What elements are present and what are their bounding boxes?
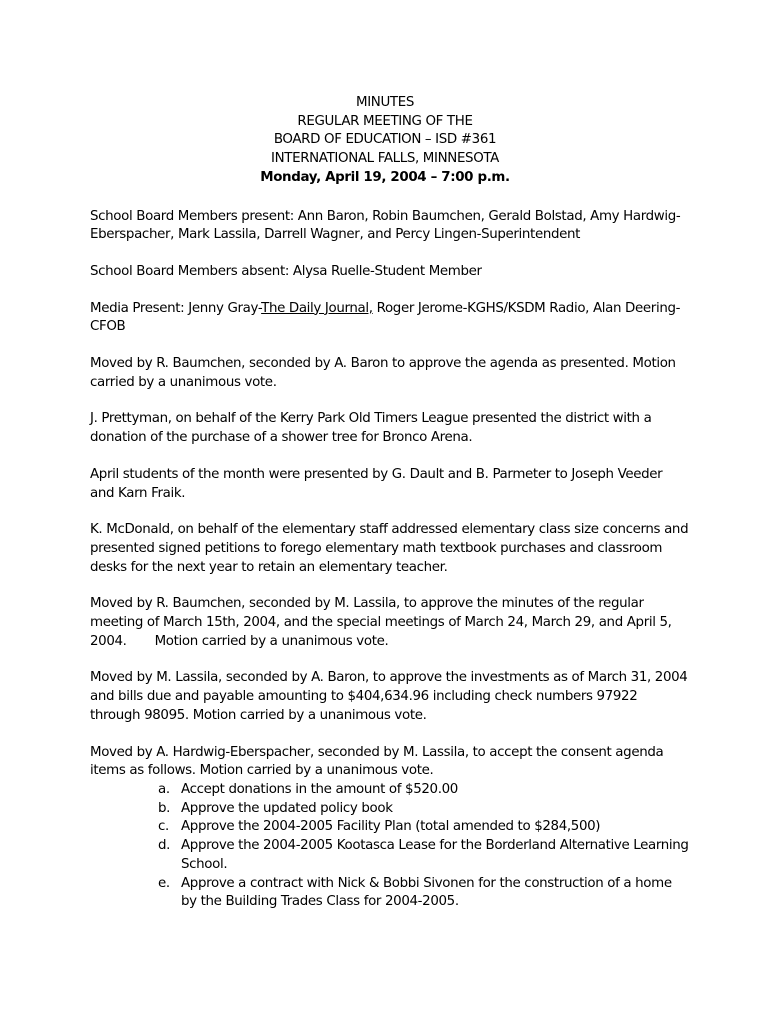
list-item-text: Approve a contract with Nick & Bobbi Sivonen for the construction of a home by the Building Trades Class for 2004-2005. (181, 875, 672, 910)
media-suffix: Roger Jerome-KGHS/KSDM Radio, Alan Deering-CFOB (90, 300, 681, 335)
header-location: INTERNATIONAL FALLS, MINNESOTA (270, 151, 499, 167)
consent-intro: Moved by A. Hardwig-Eberspacher, seconded by M. Lassila, to accept the consent agenda items as follows. Motion carried by a unanimous vote. (90, 744, 664, 779)
minutes-motion (90, 595, 690, 651)
list-marker: a. (158, 781, 170, 797)
media-publication: The Daily Journal, (261, 300, 373, 316)
list-item (90, 837, 690, 874)
list-item-text: Approve the 2004-2005 Kootasca Lease for the Borderland Alternative Learning School. (181, 838, 689, 872)
members-present: School Board Members present: Ann Baron, Robin Baumchen, Gerald Bolstad, Amy Hardwig-Eberspacher, Mark Lassila, Darrell Wagner, and Percy Lingen-Superintendent (90, 208, 681, 243)
minutes-motion-result: Motion carried by a unanimous vote. (154, 633, 389, 649)
list-item (90, 875, 690, 912)
members-absent: School Board Members absent: Alysa Ruelle-Student Member (90, 263, 482, 279)
header-meeting-type: REGULAR MEETING OF THE (297, 113, 473, 129)
document-page (90, 94, 690, 912)
consent-items-list (90, 781, 690, 912)
mcdonald-statement: K. McDonald, on behalf of the elementary staff addressed elementary class size concerns and presented signed petitions to forego elementary math textbook purchases and classroom desks for the next year to retain an elementary teacher. (90, 522, 689, 575)
prettyman-donation: J. Prettyman, on behalf of the Kerry Park Old Timers League presented the district with a donation of the purchase of a shower tree for Bronco Arena. (90, 411, 652, 446)
header-date: Monday, April 19, 2004 – 7:00 p.m. (260, 169, 510, 185)
students-of-month: April students of the month were presented by G. Dault and B. Parmeter to Joseph Veeder and Karn Fraik. (90, 466, 663, 501)
list-item-text: Approve the updated policy book (181, 800, 393, 816)
agenda-motion: Moved by R. Baumchen, seconded by A. Baron to approve the agenda as presented. Motion carried by a unanimous vote. (90, 356, 676, 390)
header-board: BOARD OF EDUCATION – ISD #361 (273, 132, 497, 148)
minutes-motion-text: Moved by R. Baumchen, seconded by M. Lassila, to approve the minutes of the regular meeting of March 15th, 2004, and the special meetings of March 24, March 29, and April 5, 2004. (90, 596, 672, 649)
list-item (90, 781, 690, 800)
list-item-text: Approve the 2004-2005 Facility Plan (total amended to $284,500) (181, 819, 601, 835)
list-item (90, 800, 690, 819)
list-marker: d. (158, 838, 171, 854)
media-present (90, 300, 690, 337)
list-item-text: Accept donations in the amount of $520.00 (181, 781, 458, 797)
list-item (90, 818, 690, 837)
list-marker: b. (158, 800, 171, 816)
header-title: MINUTES (355, 95, 414, 110)
document-header (90, 94, 690, 188)
investments-motion: Moved by M. Lassila, seconded by A. Baron, to approve the investments as of March 31, 2004 and bills due and payable amounting to $404,634.96 including check numbers 97922 through 98095. Motion carried by a unanimous vote. (90, 670, 688, 723)
list-marker: e. (158, 875, 170, 891)
list-marker: c. (158, 819, 169, 835)
consent-agenda (90, 744, 690, 912)
media-prefix: Media Present: Jenny Gray- (90, 300, 262, 316)
